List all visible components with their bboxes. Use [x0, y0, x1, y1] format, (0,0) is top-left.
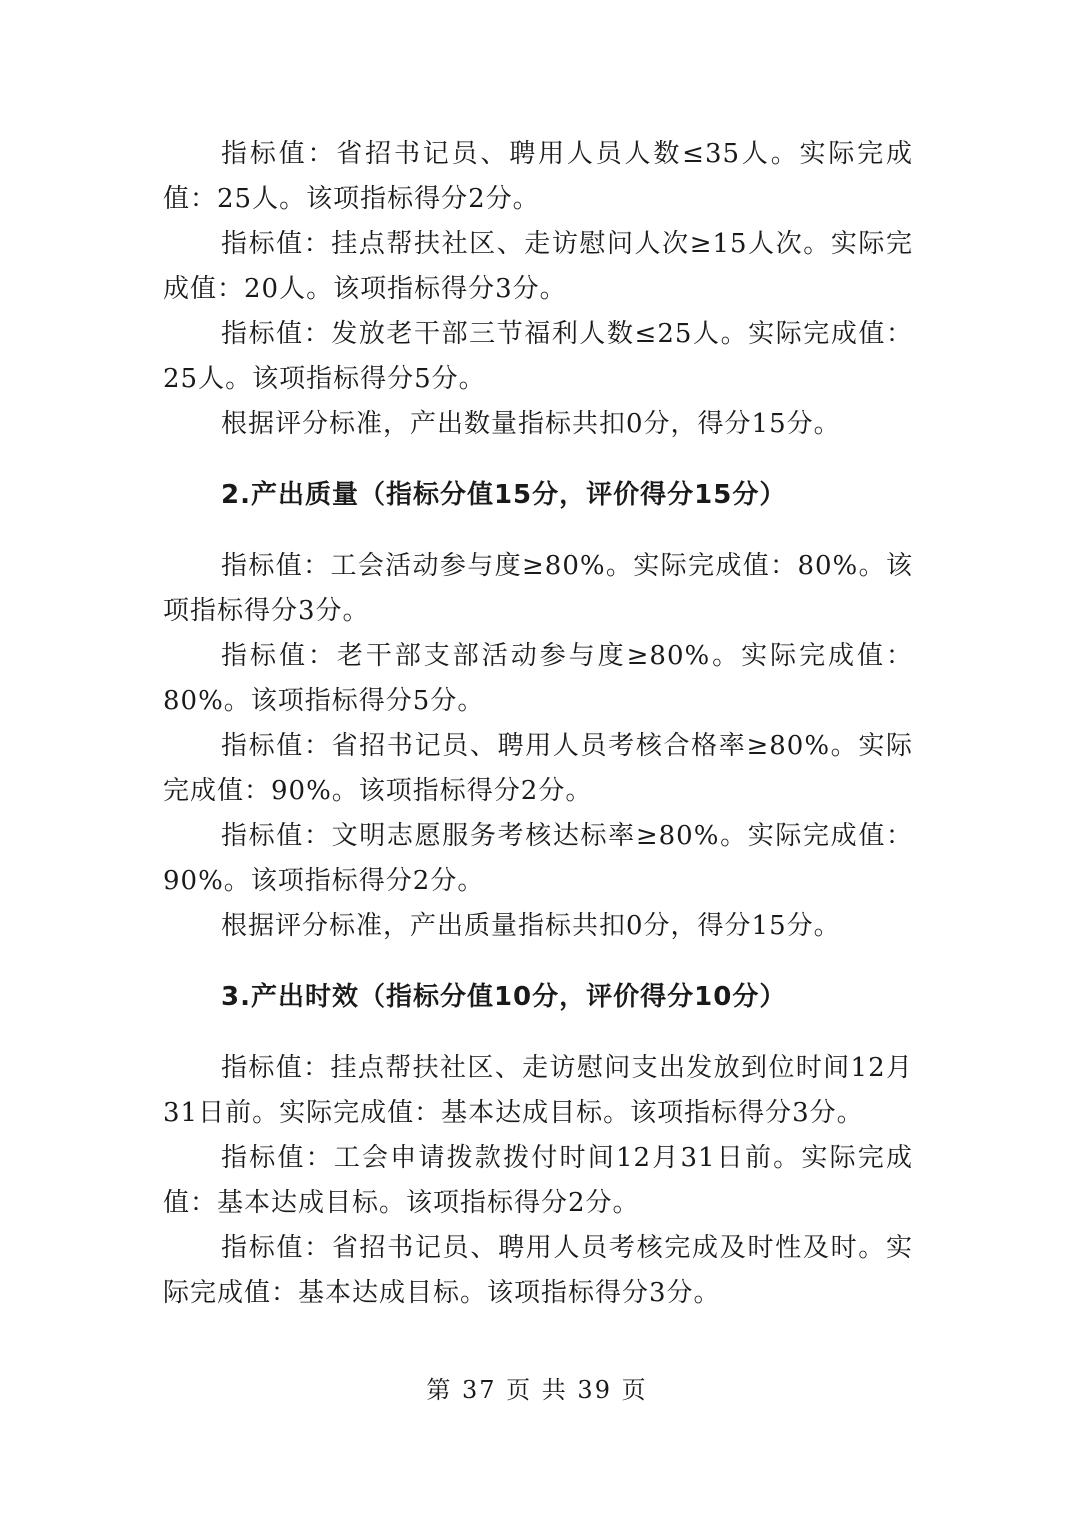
paragraph: 指标值：省招书记员、聘用人员考核完成及时性及时。实际完成值：基本达成目标。该项指标得分3分。: [163, 1233, 913, 1308]
page-number-footer: 第 37 页 共 39 页: [426, 1376, 648, 1404]
paragraph: 指标值：省招书记员、聘用人员考核合格率≥80%。实际完成值：90%。该项指标得分2分。: [163, 731, 913, 806]
paragraph: 指标值：省招书记员、聘用人员人数≤35人。实际完成值：25人。该项指标得分2分。: [163, 139, 913, 214]
paragraph: 根据评分标准，产出数量指标共扣0分，得分15分。: [221, 409, 841, 439]
paragraph: 指标值：发放老干部三节福利人数≤25人。实际完成值：25人。该项指标得分5分。: [163, 319, 913, 394]
paragraph: 指标值：挂点帮扶社区、走访慰问支出发放到位时间12月31日前。实际完成值：基本达成目标。该项指标得分3分。: [163, 1053, 913, 1128]
document-page: [163, 132, 913, 1316]
section-heading-output-quality: 2.产出质量（指标分值15分，评价得分15分）: [221, 480, 787, 510]
paragraph: 指标值：挂点帮扶社区、走访慰问人次≥15人次。实际完成值：20人。该项指标得分3分。: [163, 229, 913, 304]
paragraph: 指标值：工会申请拨款拨付时间12月31日前。实际完成值：基本达成目标。该项指标得分2分。: [163, 1143, 913, 1218]
paragraph: 指标值：工会活动参与度≥80%。实际完成值：80%。该项指标得分3分。: [163, 551, 913, 626]
paragraph: 指标值：老干部支部活动参与度≥80%。实际完成值：80%。该项指标得分5分。: [163, 641, 913, 716]
paragraph: 根据评分标准，产出质量指标共扣0分，得分15分。: [221, 911, 841, 941]
paragraph: 指标值：文明志愿服务考核达标率≥80%。实际完成值：90%。该项指标得分2分。: [163, 821, 913, 896]
section-heading-output-timeliness: 3.产出时效（指标分值10分，评价得分10分）: [221, 982, 787, 1012]
